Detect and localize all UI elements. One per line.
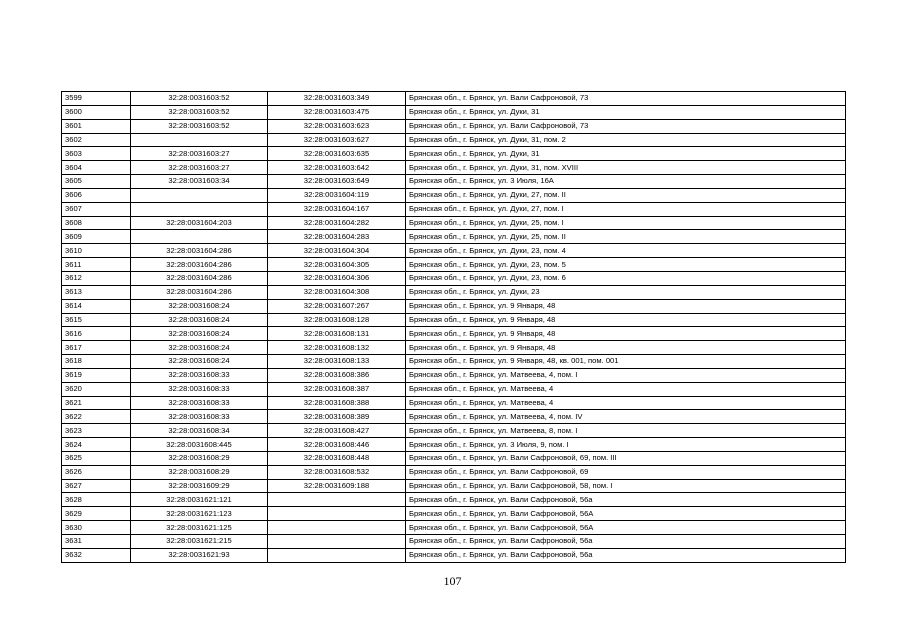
address-cell: Брянская обл., г. Брянск, ул. Вали Сафроновой, 58, пом. I (406, 479, 846, 493)
cadastral-number-cell: 32:28:0031608:446 (268, 438, 406, 452)
row-number-cell: 3619 (62, 368, 131, 382)
row-number-cell: 3602 (62, 133, 131, 147)
cadastral-number-cell: 32:28:0031609:188 (268, 479, 406, 493)
cadastral-number-cell: 32:28:0031604:282 (268, 216, 406, 230)
cadastral-number-cell (268, 535, 406, 549)
address-cell: Брянская обл., г. Брянск, ул. Вали Сафроновой, 56а (406, 548, 846, 562)
block-number-cell: 32:28:0031603:34 (131, 175, 268, 189)
block-number-cell: 32:28:0031603:52 (131, 92, 268, 106)
address-cell: Брянская обл., г. Брянск, ул. Матвеева, 4 (406, 396, 846, 410)
block-number-cell (131, 133, 268, 147)
address-cell: Брянская обл., г. Брянск, ул. Дуки, 31, пом. 2 (406, 133, 846, 147)
table-row (62, 493, 846, 507)
cadastral-number-cell: 32:28:0031603:635 (268, 147, 406, 161)
row-number-cell: 3612 (62, 271, 131, 285)
cadastral-number-cell: 32:28:0031604:308 (268, 285, 406, 299)
row-number-cell: 3621 (62, 396, 131, 410)
cadastral-number-cell: 32:28:0031604:306 (268, 271, 406, 285)
registry-table-body (62, 92, 846, 563)
block-number-cell: 32:28:0031608:24 (131, 299, 268, 313)
address-cell: Брянская обл., г. Брянск, ул. 9 Января, 48, кв. 001, пом. 001 (406, 355, 846, 369)
address-cell: Брянская обл., г. Брянск, ул. Дуки, 23, пом. 5 (406, 258, 846, 272)
address-cell: Брянская обл., г. Брянск, ул. Дуки, 25, пом. II (406, 230, 846, 244)
address-cell: Брянская обл., г. Брянск, ул. Дуки, 31 (406, 147, 846, 161)
address-cell: Брянская обл., г. Брянск, ул. Вали Сафроновой, 56А (406, 507, 846, 521)
block-number-cell: 32:28:0031608:24 (131, 313, 268, 327)
table-row (62, 230, 846, 244)
row-number-cell: 3604 (62, 161, 131, 175)
row-number-cell: 3625 (62, 451, 131, 465)
block-number-cell: 32:28:0031621:123 (131, 507, 268, 521)
address-cell: Брянская обл., г. Брянск, ул. Матвеева, 8, пом. I (406, 424, 846, 438)
cadastral-number-cell: 32:28:0031604:167 (268, 202, 406, 216)
row-number-cell: 3627 (62, 479, 131, 493)
table-row (62, 341, 846, 355)
row-number-cell: 3603 (62, 147, 131, 161)
table-row (62, 521, 846, 535)
block-number-cell: 32:28:0031608:24 (131, 327, 268, 341)
table-row (62, 92, 846, 106)
row-number-cell: 3623 (62, 424, 131, 438)
address-cell: Брянская обл., г. Брянск, ул. Дуки, 23 (406, 285, 846, 299)
cadastral-number-cell (268, 521, 406, 535)
row-number-cell: 3628 (62, 493, 131, 507)
block-number-cell: 32:28:0031621:93 (131, 548, 268, 562)
cadastral-number-cell (268, 548, 406, 562)
table-row (62, 313, 846, 327)
row-number-cell: 3632 (62, 548, 131, 562)
block-number-cell (131, 188, 268, 202)
cadastral-number-cell: 32:28:0031603:642 (268, 161, 406, 175)
block-number-cell: 32:28:0031621:121 (131, 493, 268, 507)
row-number-cell: 3620 (62, 382, 131, 396)
row-number-cell: 3616 (62, 327, 131, 341)
block-number-cell: 32:28:0031608:33 (131, 410, 268, 424)
address-cell: Брянская обл., г. Брянск, ул. Вали Сафроновой, 56а (406, 535, 846, 549)
row-number-cell: 3608 (62, 216, 131, 230)
cadastral-number-cell: 32:28:0031604:283 (268, 230, 406, 244)
address-cell: Брянская обл., г. Брянск, ул. Дуки, 27, пом. I (406, 202, 846, 216)
cadastral-number-cell: 32:28:0031604:119 (268, 188, 406, 202)
block-number-cell: 32:28:0031603:27 (131, 147, 268, 161)
address-cell: Брянская обл., г. Брянск, ул. 9 Января, 48 (406, 313, 846, 327)
address-cell: Брянская обл., г. Брянск, ул. Вали Сафроновой, 56а (406, 493, 846, 507)
table-row (62, 451, 846, 465)
block-number-cell: 32:28:0031609:29 (131, 479, 268, 493)
block-number-cell: 32:28:0031604:286 (131, 271, 268, 285)
cadastral-number-cell: 32:28:0031604:304 (268, 244, 406, 258)
block-number-cell: 32:28:0031608:29 (131, 451, 268, 465)
cadastral-number-cell (268, 493, 406, 507)
cadastral-number-cell: 32:28:0031603:627 (268, 133, 406, 147)
row-number-cell: 3599 (62, 92, 131, 106)
cadastral-number-cell: 32:28:0031603:475 (268, 105, 406, 119)
row-number-cell: 3607 (62, 202, 131, 216)
row-number-cell: 3605 (62, 175, 131, 189)
cadastral-number-cell (268, 507, 406, 521)
table-row (62, 424, 846, 438)
address-cell: Брянская обл., г. Брянск, ул. 9 Января, 48 (406, 299, 846, 313)
cadastral-number-cell: 32:28:0031608:387 (268, 382, 406, 396)
table-row (62, 216, 846, 230)
address-cell: Брянская обл., г. Брянск, ул. Вали Сафроновой, 56А (406, 521, 846, 535)
address-cell: Брянская обл., г. Брянск, ул. 3 Июля, 16А (406, 175, 846, 189)
row-number-cell: 3613 (62, 285, 131, 299)
row-number-cell: 3626 (62, 465, 131, 479)
row-number-cell: 3630 (62, 521, 131, 535)
table-row (62, 175, 846, 189)
address-cell: Брянская обл., г. Брянск, ул. Вали Сафроновой, 69, пом. III (406, 451, 846, 465)
row-number-cell: 3600 (62, 105, 131, 119)
table-row (62, 202, 846, 216)
block-number-cell: 32:28:0031608:24 (131, 355, 268, 369)
row-number-cell: 3615 (62, 313, 131, 327)
table-row (62, 147, 846, 161)
block-number-cell: 32:28:0031603:52 (131, 105, 268, 119)
block-number-cell: 32:28:0031608:34 (131, 424, 268, 438)
address-cell: Брянская обл., г. Брянск, ул. Дуки, 27, пом. II (406, 188, 846, 202)
row-number-cell: 3631 (62, 535, 131, 549)
cadastral-number-cell: 32:28:0031608:448 (268, 451, 406, 465)
row-number-cell: 3606 (62, 188, 131, 202)
cadastral-number-cell: 32:28:0031603:649 (268, 175, 406, 189)
row-number-cell: 3629 (62, 507, 131, 521)
cadastral-number-cell: 32:28:0031604:305 (268, 258, 406, 272)
block-number-cell: 32:28:0031608:445 (131, 438, 268, 452)
block-number-cell: 32:28:0031603:52 (131, 119, 268, 133)
table-row (62, 479, 846, 493)
row-number-cell: 3624 (62, 438, 131, 452)
table-row (62, 105, 846, 119)
block-number-cell: 32:28:0031604:286 (131, 244, 268, 258)
address-cell: Брянская обл., г. Брянск, ул. Вали Сафроновой, 69 (406, 465, 846, 479)
table-row (62, 465, 846, 479)
table-row (62, 548, 846, 562)
cadastral-number-cell: 32:28:0031608:388 (268, 396, 406, 410)
address-cell: Брянская обл., г. Брянск, ул. 9 Января, 48 (406, 327, 846, 341)
address-cell: Брянская обл., г. Брянск, ул. Матвеева, 4, пом. IV (406, 410, 846, 424)
table-row (62, 244, 846, 258)
table-row (62, 258, 846, 272)
cadastral-number-cell: 32:28:0031603:349 (268, 92, 406, 106)
table-row (62, 271, 846, 285)
address-cell: Брянская обл., г. Брянск, ул. Дуки, 31, пом. XVIII (406, 161, 846, 175)
block-number-cell: 32:28:0031603:27 (131, 161, 268, 175)
table-row (62, 299, 846, 313)
block-number-cell: 32:28:0031621:215 (131, 535, 268, 549)
table-row (62, 507, 846, 521)
block-number-cell: 32:28:0031621:125 (131, 521, 268, 535)
table-row (62, 133, 846, 147)
row-number-cell: 3610 (62, 244, 131, 258)
block-number-cell: 32:28:0031608:33 (131, 382, 268, 396)
table-row (62, 161, 846, 175)
block-number-cell: 32:28:0031608:24 (131, 341, 268, 355)
table-row (62, 396, 846, 410)
table-row (62, 368, 846, 382)
table-row (62, 382, 846, 396)
table-row (62, 188, 846, 202)
table-row (62, 327, 846, 341)
cadastral-number-cell: 32:28:0031608:427 (268, 424, 406, 438)
address-cell: Брянская обл., г. Брянск, ул. Дуки, 31 (406, 105, 846, 119)
address-cell: Брянская обл., г. Брянск, ул. Дуки, 25, пом. I (406, 216, 846, 230)
cadastral-number-cell: 32:28:0031608:128 (268, 313, 406, 327)
cadastral-number-cell: 32:28:0031608:532 (268, 465, 406, 479)
row-number-cell: 3614 (62, 299, 131, 313)
table-row (62, 355, 846, 369)
block-number-cell: 32:28:0031608:33 (131, 368, 268, 382)
table-row (62, 438, 846, 452)
address-cell: Брянская обл., г. Брянск, ул. Вали Сафроновой, 73 (406, 119, 846, 133)
address-cell: Брянская обл., г. Брянск, ул. Вали Сафроновой, 73 (406, 92, 846, 106)
cadastral-number-cell: 32:28:0031608:131 (268, 327, 406, 341)
block-number-cell: 32:28:0031608:29 (131, 465, 268, 479)
block-number-cell: 32:28:0031604:286 (131, 285, 268, 299)
address-cell: Брянская обл., г. Брянск, ул. 9 Января, 48 (406, 341, 846, 355)
cadastral-number-cell: 32:28:0031608:389 (268, 410, 406, 424)
address-cell: Брянская обл., г. Брянск, ул. Матвеева, 4, пом. I (406, 368, 846, 382)
block-number-cell: 32:28:0031604:203 (131, 216, 268, 230)
row-number-cell: 3618 (62, 355, 131, 369)
address-cell: Брянская обл., г. Брянск, ул. Дуки, 23, пом. 6 (406, 271, 846, 285)
table-row (62, 285, 846, 299)
cadastral-number-cell: 32:28:0031607:267 (268, 299, 406, 313)
address-cell: Брянская обл., г. Брянск, ул. Матвеева, 4 (406, 382, 846, 396)
row-number-cell: 3601 (62, 119, 131, 133)
row-number-cell: 3617 (62, 341, 131, 355)
address-cell: Брянская обл., г. Брянск, ул. 3 Июля, 9, пом. I (406, 438, 846, 452)
address-cell: Брянская обл., г. Брянск, ул. Дуки, 23, пом. 4 (406, 244, 846, 258)
cadastral-number-cell: 32:28:0031608:132 (268, 341, 406, 355)
row-number-cell: 3611 (62, 258, 131, 272)
cadastral-number-cell: 32:28:0031608:133 (268, 355, 406, 369)
block-number-cell: 32:28:0031604:286 (131, 258, 268, 272)
row-number-cell: 3622 (62, 410, 131, 424)
table-row (62, 410, 846, 424)
block-number-cell: 32:28:0031608:33 (131, 396, 268, 410)
row-number-cell: 3609 (62, 230, 131, 244)
block-number-cell (131, 202, 268, 216)
block-number-cell (131, 230, 268, 244)
cadastral-number-cell: 32:28:0031603:623 (268, 119, 406, 133)
table-row (62, 535, 846, 549)
cadastral-number-cell: 32:28:0031608:386 (268, 368, 406, 382)
table-row (62, 119, 846, 133)
page-number: 107 (443, 574, 462, 588)
property-registry-table (61, 91, 846, 563)
